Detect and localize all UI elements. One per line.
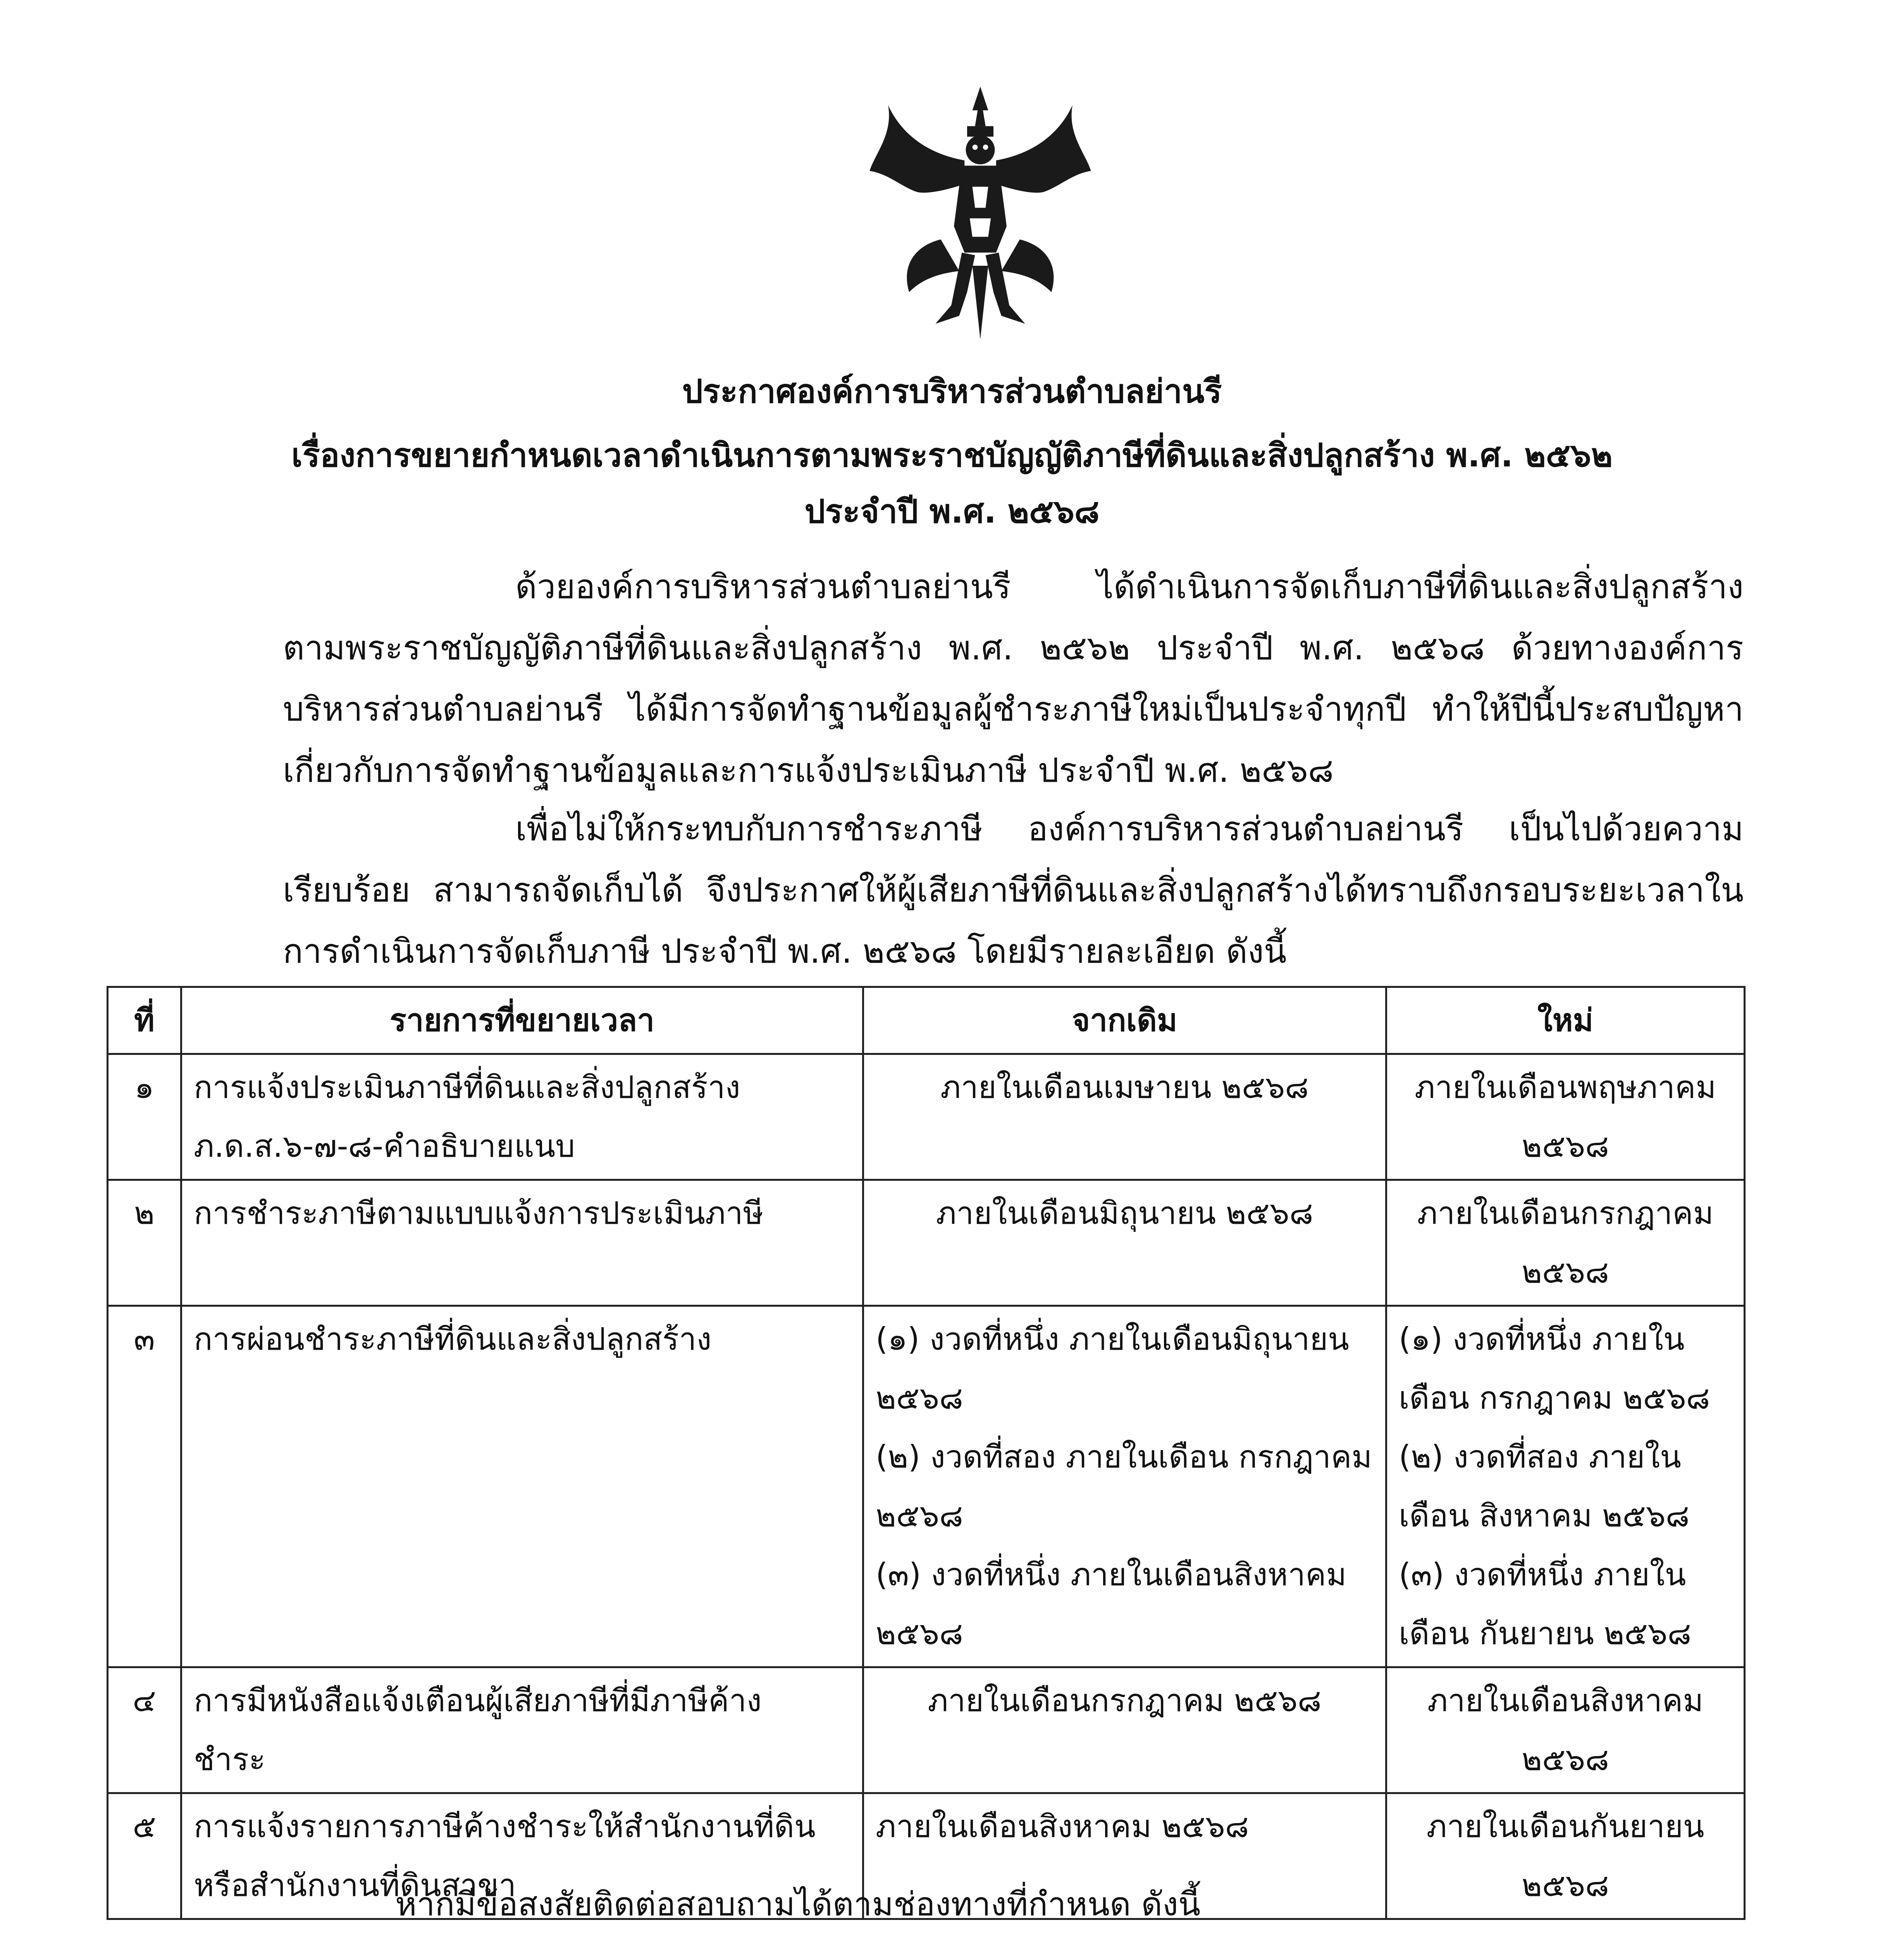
row-number: ๔	[108, 1667, 181, 1793]
announcement-subject: เรื่องการขยายกำหนดเวลาดำเนินการตามพระราชบัญญัติภาษีที่ดินและสิ่งปลูกสร้าง พ.ศ. ๒๕๖๒	[291, 436, 1613, 474]
row-item	[181, 1667, 863, 1793]
installment-3-old: (๓) งวดที่หนึ่ง ภายในเดือนสิงหาคม ๒๕๖๘	[876, 1557, 1347, 1651]
row-item-line2: ชำระ	[194, 1741, 266, 1777]
row-new	[1386, 1306, 1745, 1667]
row-number: ๕	[108, 1793, 181, 1919]
installment-3-new: (๓) งวดที่หนึ่ง ภายในเดือน กันยายน ๒๕๖๘	[1399, 1557, 1692, 1651]
row-item-line1: การผ่อนชำระภาษีที่ดินและสิ่งปลูกสร้าง	[194, 1321, 712, 1357]
garuda-emblem-icon	[849, 77, 1112, 349]
table-row	[108, 1306, 1745, 1667]
row-number: ๓	[108, 1306, 181, 1667]
row-item-line1: การแจ้งประเมินภาษีที่ดินและสิ่งปลูกสร้าง	[194, 1069, 740, 1105]
row-old: ภายในเดือนกรกฎาคม ๒๕๖๘	[863, 1667, 1386, 1793]
table-row	[108, 1667, 1745, 1793]
row-old: ภายในเดือนมิถุนายน ๒๕๖๘	[863, 1180, 1386, 1306]
table-header-row	[108, 987, 1745, 1054]
installment-2-old: (๒) งวดที่สอง ภายในเดือน กรกฎาคม ๒๕๖๘	[876, 1439, 1372, 1534]
row-new: ภายในเดือนกรกฎาคม ๒๕๖๘	[1386, 1180, 1745, 1306]
body-paragraph-1: ด้วยองค์การบริหารส่วนตำบลย่านรี ได้ดำเนินการจัดเก็บภาษีที่ดินและสิ่งปลูกสร้าง ตามพระราชบัญญัติภาษีที่ดินและสิ่งปลูกสร้าง พ.ศ. ๒๕๖๒ ประจำปี พ.ศ. ๒๕๖๘ ด้วยทางองค์การบริหารส่วนตำบลย่านรี ได้มีการจัดทำฐานข้อมูลผู้ชำระภาษีใหม่เป็นประจำทุกปี ทำให้ปีนี้ประสบปัญหาเกี่ยวกับการจัดทำฐานข้อมูลและการแจ้งประเมินภาษี ประจำปี พ.ศ. ๒๕๖๘	[283, 568, 1744, 790]
row-new: ภายในเดือนกันยายน ๒๕๖๘	[1386, 1793, 1745, 1919]
installment-1-new: (๑) งวดที่หนึ่ง ภายในเดือน กรกฎาคม ๒๕๖๘	[1399, 1321, 1710, 1416]
announcement-year: ประจำปี พ.ศ. ๒๕๖๘	[804, 492, 1100, 530]
row-item-line1: การชำระภาษีตามแบบแจ้งการประเมินภาษี	[194, 1195, 764, 1231]
row-item	[181, 1180, 863, 1306]
installment-2-new: (๒) งวดที่สอง ภายในเดือน สิงหาคม ๒๕๖๘	[1399, 1439, 1690, 1534]
row-new: ภายในเดือนสิงหาคม ๒๕๖๘	[1386, 1667, 1745, 1793]
installment-1-old: (๑) งวดที่หนึ่ง ภายในเดือนมิถุนายน ๒๕๖๘	[876, 1321, 1349, 1416]
table-row	[108, 1180, 1745, 1306]
row-item	[181, 1306, 863, 1667]
row-item-line2: หรือสำนักงานที่ดินสาขา	[194, 1867, 516, 1903]
row-item-line1: การแจ้งรายการภาษีค้างชำระให้สำนักงานที่ดิน	[194, 1808, 816, 1844]
body-paragraph-2: เพื่อไม่ให้กระทบกับการชำระภาษี องค์การบริหารส่วนตำบลย่านรี เป็นไปด้วยความเรียบร้อย สามารถจัดเก็บได้ จึงประกาศให้ผู้เสียภาษีที่ดินและสิ่งปลูกสร้างได้ทราบถึงกรอบระยะเวลาในการดำเนินการจัดเก็บภาษี ประจำปี พ.ศ. ๒๕๖๘ โดยมีรายละเอียด ดังนี้	[283, 810, 1744, 971]
row-old: ภายในเดือนเมษายน ๒๕๖๘	[863, 1054, 1386, 1180]
row-old	[863, 1306, 1386, 1667]
row-new: ภายในเดือนพฤษภาคม ๒๕๖๘	[1386, 1054, 1745, 1180]
row-item	[181, 1054, 863, 1180]
column-header-old: จากเดิม	[863, 987, 1386, 1054]
extension-table	[107, 986, 1746, 1920]
row-number: ๒	[108, 1180, 181, 1306]
column-header-no: ที่	[108, 987, 181, 1054]
row-item-line1: การมีหนังสือแจ้งเตือนผู้เสียภาษีที่มีภาษีค้าง	[194, 1682, 762, 1719]
announcement-title: ประกาศองค์การบริหารส่วนตำบลย่านรี	[682, 372, 1222, 410]
row-number: ๑	[108, 1054, 181, 1180]
table-row	[108, 1054, 1745, 1180]
column-header-new: ใหม่	[1386, 987, 1745, 1054]
row-item-line2: ภ.ด.ส.๖-๗-๘-คำอธิบายแนบ	[194, 1128, 575, 1164]
contact-intro: หากมีข้อสงสัยติดต่อสอบถามได้ตามช่องทางที่กำหนด ดังนี้	[395, 1885, 1201, 1923]
column-header-item: รายการที่ขยายเวลา	[181, 987, 863, 1054]
row-old: ภายในเดือนสิงหาคม ๒๕๖๘	[863, 1793, 1386, 1919]
